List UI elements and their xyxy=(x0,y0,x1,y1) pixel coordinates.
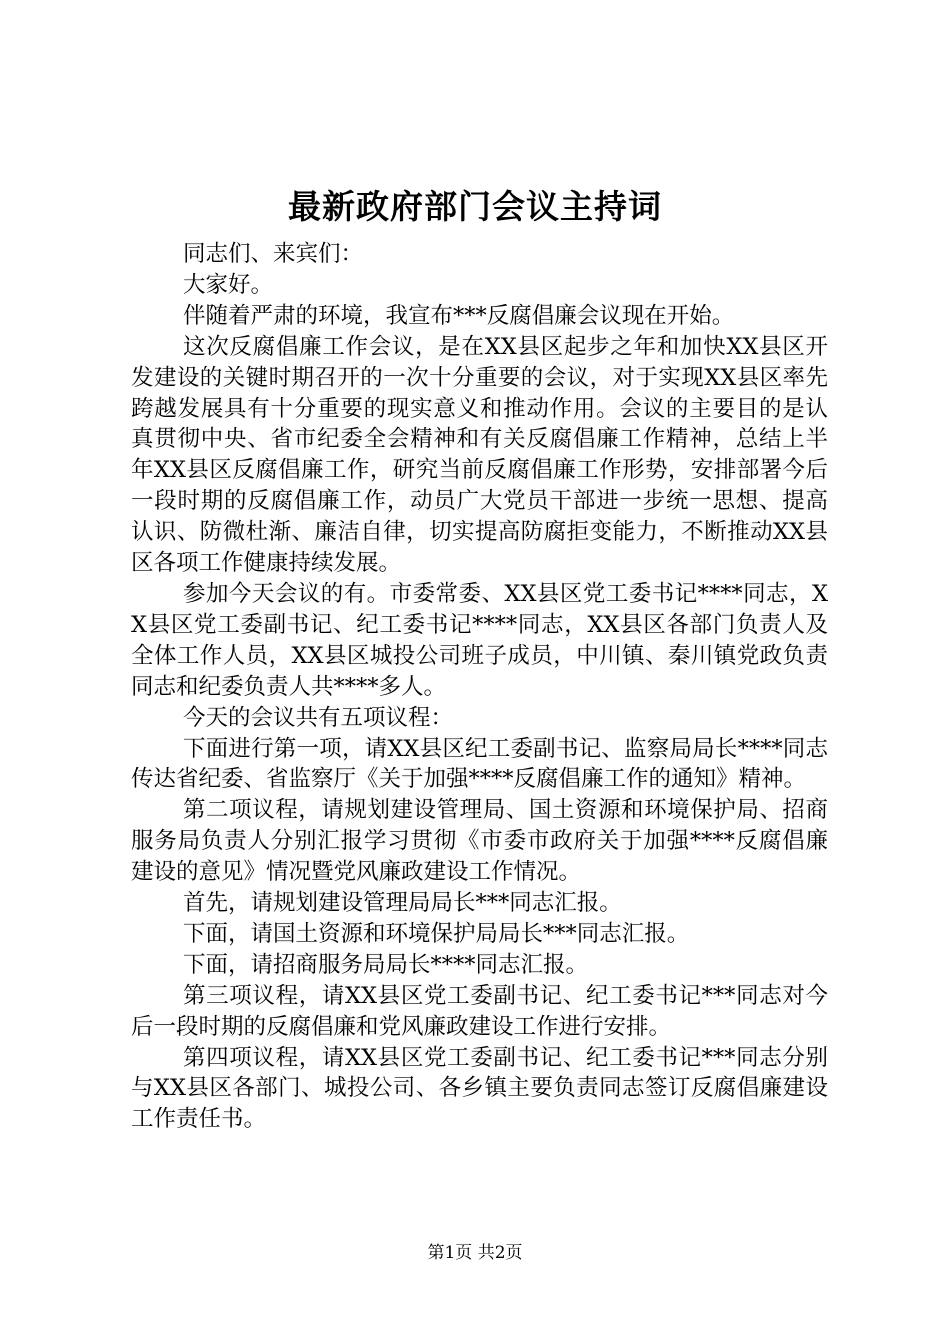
page-number-footer: 第1页 共2页 xyxy=(427,1243,523,1263)
document-title: 最新政府部门会议主持词 xyxy=(288,187,662,226)
paragraph-hello: 大家好。 xyxy=(183,271,274,298)
paragraph-attendees: 参加今天会议的有。市委常委、XX县区党工委书记****同志，XX县区党工委副书记、纪工委书记****同志，XX县区各部门负责人及全体工作人员，XX县区城投公司班子成员，中川镇、秦川镇党政负责同志和纪委负责人共****多人。 xyxy=(131,580,828,700)
paragraph-agenda-intro: 今天的会议共有五项议程： xyxy=(183,704,454,731)
paragraph-greeting: 同志们、来宾们： xyxy=(183,241,364,267)
paragraph-agenda-item-1: 下面进行第一项，请XX县区纪工委副书记、监察局局长****同志传达省纪委、省监察厅《关于加强****反腐倡廉工作的通知》精神。 xyxy=(131,735,828,793)
paragraph-opening: 伴随着严肃的环境，我宣布***反腐倡廉会议现在开始。 xyxy=(183,302,735,329)
document-body xyxy=(131,239,828,1135)
paragraph-agenda-item-4: 第四项议程，请XX县区党工委副书记、纪工委书记***同志分别与XX县区各部门、城投公司、各乡镇主要负责同志签订反腐倡廉建设工作责任书。 xyxy=(131,1044,828,1133)
paragraph-meeting-purpose: 这次反腐倡廉工作会议，是在XX县区起步之年和加快XX县区开发建设的关键时期召开的一次十分重要的会议，对于实现XX县区率先跨越发展具有十分重要的现实意义和推动作用。会议的主要目的是认真贯彻中央、省市纪委全会精神和有关反腐倡廉工作精神，总结上半年XX县区反腐倡廉工作，研究当前反腐倡廉工作形势，安排部署今后一段时期的反腐倡廉工作，动员广大党员干部进一步统一思想、提高认识、防微杜渐、廉洁自律，切实提高防腐拒变能力，不断推动XX县区各项工作健康持续发展。 xyxy=(131,333,828,577)
paragraph-agenda-item-2: 第二项议程，请规划建设管理局、国土资源和环境保护局、招商服务局负责人分别汇报学习贯彻《市委市政府关于加强****反腐倡廉建设的意见》情况暨党风廉政建设工作情况。 xyxy=(131,797,828,886)
paragraph-agenda-item-3: 第三项议程，请XX县区党工委副书记、纪工委书记***同志对今后一段时期的反腐倡廉和党风廉政建设工作进行安排。 xyxy=(131,982,828,1040)
paragraph-report-2: 下面，请国土资源和环境保护局局长***同志汇报。 xyxy=(183,920,690,947)
paragraph-report-3: 下面，请招商服务局局长****同志汇报。 xyxy=(183,951,589,978)
paragraph-report-1: 首先，请规划建设管理局局长***同志汇报。 xyxy=(183,890,622,917)
